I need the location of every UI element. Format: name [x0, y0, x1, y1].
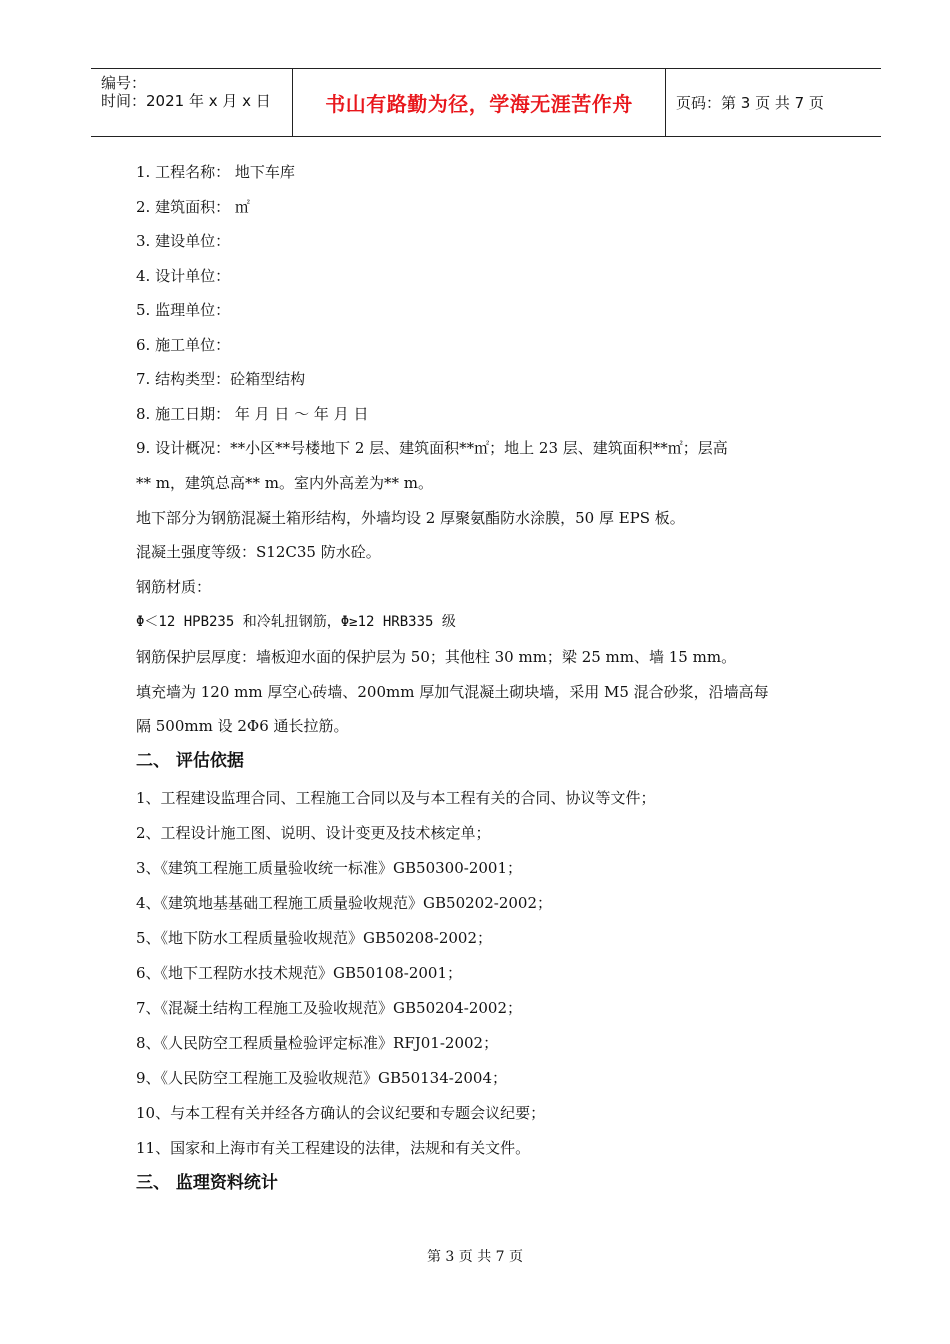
- basis-item-4: 4、《建筑地基基础工程施工质量验收规范》GB50202-2002；: [136, 894, 553, 912]
- paragraph-underground: 地下部分为钢筋混凝土箱形结构，外墙均设 2 厚聚氨酯防水涂膜，50 厚 EPS 板。: [136, 509, 685, 527]
- basis-item-7: 7、《混凝土结构工程施工及验收规范》GB50204-2002；: [136, 999, 523, 1017]
- paragraph-rebar-spec: Φ＜12 HPB235 和冷轧扭钢筋，Φ≥12 HRB335 级: [136, 614, 456, 630]
- item-design-overview: 9. 设计概况：**小区**号楼地下 2 层、建筑面积**㎡；地上 23 层、建筑面积**㎡；层高: [136, 439, 728, 457]
- item-building-area: 2. 建筑面积： ㎡: [136, 198, 250, 216]
- page-number-label: 页码：第 3 页 共 7 页: [676, 94, 824, 112]
- item-builder-unit: 6. 施工单位：: [136, 336, 231, 354]
- motto-text: 书山有路勤为径，学海无涯苦作舟: [325, 92, 633, 116]
- basis-item-9: 9、《人民防空工程施工及验收规范》GB50134-2004；: [136, 1069, 508, 1087]
- basis-item-6: 6、《地下工程防水技术规范》GB50108-2001；: [136, 964, 463, 982]
- item-design-overview-cont: ** m，建筑总高** m。室内外高差为** m。: [136, 474, 433, 492]
- paragraph-infill-wall-cont: 隔 500mm 设 2Φ6 通长拉筋。: [136, 717, 349, 735]
- section-heading-statistics: 三、 监理资料统计: [136, 1173, 278, 1193]
- paragraph-infill-wall: 填充墙为 120 mm 厚空心砖墙、200mm 厚加气混凝土砌块墙，采用 M5 混合砂浆，沿墙高每: [136, 683, 769, 701]
- item-structure-type: 7. 结构类型：砼箱型结构: [136, 370, 306, 388]
- basis-item-1: 1、工程建设监理合同、工程施工合同以及与本工程有关的合同、协议等文件；: [136, 789, 656, 807]
- basis-item-3: 3、《建筑工程施工质量验收统一标准》GB50300-2001；: [136, 859, 523, 877]
- time-label: 时间：2021 年 x 月 x 日: [101, 92, 271, 110]
- basis-item-11: 11、国家和上海市有关工程建设的法律，法规和有关文件。: [136, 1139, 531, 1157]
- item-project-name: 1. 工程名称： 地下车库: [136, 163, 295, 181]
- basis-item-2: 2、工程设计施工图、说明、设计变更及技术核定单；: [136, 824, 491, 842]
- basis-item-10: 10、与本工程有关并经各方确认的会议纪要和专题会议纪要；: [136, 1104, 546, 1122]
- header-page-cell: [666, 69, 881, 136]
- page-header: [91, 68, 881, 137]
- code-label: 编号：: [101, 74, 147, 92]
- item-construction-date: 8. 施工日期： 年 月 日 ～ 年 月 日: [136, 405, 369, 423]
- header-motto-cell: [293, 69, 666, 136]
- paragraph-rebar-cover: 钢筋保护层厚度：墙板迎水面的保护层为 50；其他柱 30 mm；梁 25 mm、墙 15 mm。: [136, 648, 737, 666]
- basis-item-8: 8、《人民防空工程质量检验评定标准》RFJ01-2002；: [136, 1034, 499, 1052]
- header-info-cell: [91, 69, 293, 136]
- page-footer: 第 3 页 共 7 页: [426, 1249, 524, 1265]
- item-supervision-unit: 5. 监理单位：: [136, 301, 231, 319]
- item-construction-unit: 3. 建设单位：: [136, 232, 231, 250]
- paragraph-rebar-material: 钢筋材质：: [136, 578, 212, 596]
- section-heading-basis: 二、 评估依据: [136, 751, 244, 771]
- item-design-unit: 4. 设计单位：: [136, 267, 231, 285]
- paragraph-concrete-grade: 混凝土强度等级：S12C35 防水砼。: [136, 543, 381, 561]
- basis-item-5: 5、《地下防水工程质量验收规范》GB50208-2002；: [136, 929, 493, 947]
